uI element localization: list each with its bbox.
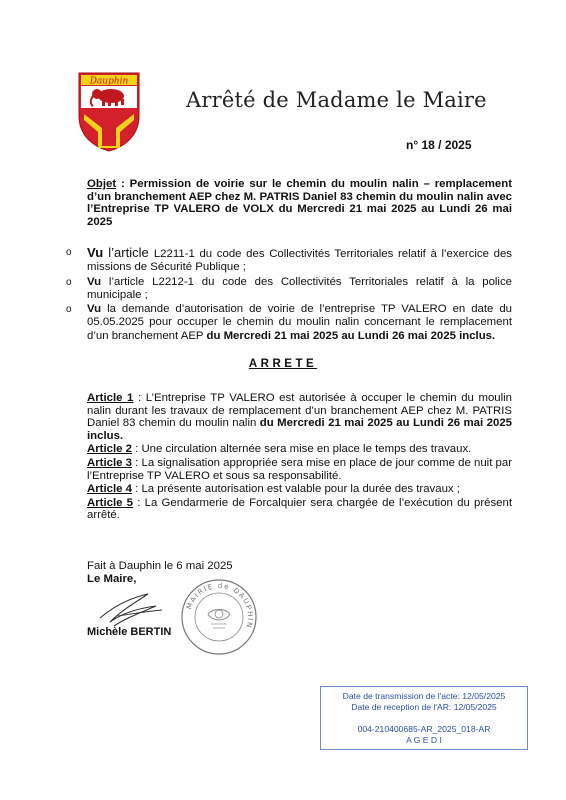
article-paragraph	[87, 443, 512, 456]
article-paragraph	[87, 497, 512, 522]
objet-text: : Permission de voirie sur le chemin du moulin nalin – remplacement d’un branchement AEP chez M. PATRIS Daniel 83 chemin du moulin nalin avec l’Entreprise TP VALERO de VOLX du Mercredi 21 mai 2025 au Lundi 26 mai 2025	[87, 178, 512, 228]
article-text: : L’Entreprise TP VALERO est autorisée à occuper le chemin du moulin nalin durant les travaux de remplacement d’un branchement AEP chez M. PATRIS Daniel 83 chemin du moulin nalin	[87, 392, 513, 430]
article-paragraph	[87, 483, 512, 496]
reception-date: Date de reception de l'AR: 12/05/2025	[351, 702, 497, 712]
vu-text-a: l’article	[101, 275, 153, 288]
article-label: Article 2	[87, 443, 132, 456]
articles-section	[87, 392, 512, 523]
page-title: Arrêté de Madame le Maire	[186, 88, 487, 112]
transmission-box	[320, 686, 528, 750]
article-paragraph	[87, 457, 512, 482]
mayor-role: Le Maire,	[87, 573, 137, 585]
article-label: Article 5	[87, 496, 134, 509]
vu-text-b: L2211-1 du code des Collectivités Territoriales relatif à l’exercice des missions de Sécurité Publique ;	[87, 248, 512, 274]
place-date: Fait à Dauphin le 6 mai 2025	[87, 560, 233, 572]
article-text: : La signalisation appropriée sera mise en place de jour comme de nuit par l’Entreprise TP VALERO et sous sa responsabilité.	[87, 456, 513, 482]
mairie-stamp	[180, 578, 258, 656]
vu-label: Vu	[87, 275, 102, 288]
article-label: Article 4	[87, 483, 132, 496]
article-label: Article 1	[87, 392, 134, 404]
objet-label: Objet	[87, 178, 117, 190]
vu-text-b: du Mercredi 21 mai 2025 au Lundi 26 mai 2025 inclus.	[206, 329, 496, 342]
town-crest-logo	[78, 72, 140, 152]
crest-name: Dauphin	[89, 76, 129, 87]
list-item	[66, 246, 512, 275]
article-bold-text: du Mercredi 21 mai 2025 au Lundi 26 mai 2025 inclus.	[87, 417, 512, 442]
article-label: Article 3	[87, 456, 132, 469]
article-text: : Une circulation alternée sera mise en place le temps des travaux.	[131, 443, 472, 456]
list-item	[66, 303, 512, 343]
arrete-number: n° 18 / 2025	[406, 138, 472, 152]
bullet-circle-icon: o	[66, 304, 72, 316]
bullet-circle-icon: o	[66, 247, 72, 258]
vu-text-a: la demande d’autorisation de voirie de l’entreprise TP VALERO en date du 05.05.2025 pour occuper le chemin du moulin nalin concernant le remplacement d’un branchement AEP	[87, 303, 512, 342]
vu-label: Vu	[87, 303, 102, 316]
acte-identifier: 004-210400685-AR_2025_018-AR	[357, 724, 491, 734]
handwritten-signature	[96, 588, 166, 630]
stamp-text: MAIRIE de DAUPHIN	[185, 581, 255, 630]
article-text: : La présente autorisation est valable pour la durée des travaux ;	[131, 483, 460, 496]
vu-text-b: L2212-1 du code des Collectivités Territoriales relatif à la police municipale ;	[87, 275, 512, 301]
vu-list	[66, 246, 512, 344]
arrete-heading: ARRETE	[248, 358, 318, 370]
agedi-label: A G E D I	[406, 735, 442, 745]
transmission-date: Date de transmission de l'acte: 12/05/2025	[342, 691, 506, 701]
vu-label: Vu	[87, 245, 104, 260]
vu-text-a: l’article	[103, 245, 154, 260]
objet-paragraph	[87, 178, 512, 228]
article-paragraph	[87, 392, 512, 442]
signer-name: Michèle BERTIN	[87, 626, 172, 638]
list-item	[66, 276, 512, 303]
bullet-circle-icon: o	[66, 276, 72, 288]
article-text: : La Gendarmerie de Forcalquier sera chargée de l’exécution du présent arrêté.	[87, 496, 513, 522]
